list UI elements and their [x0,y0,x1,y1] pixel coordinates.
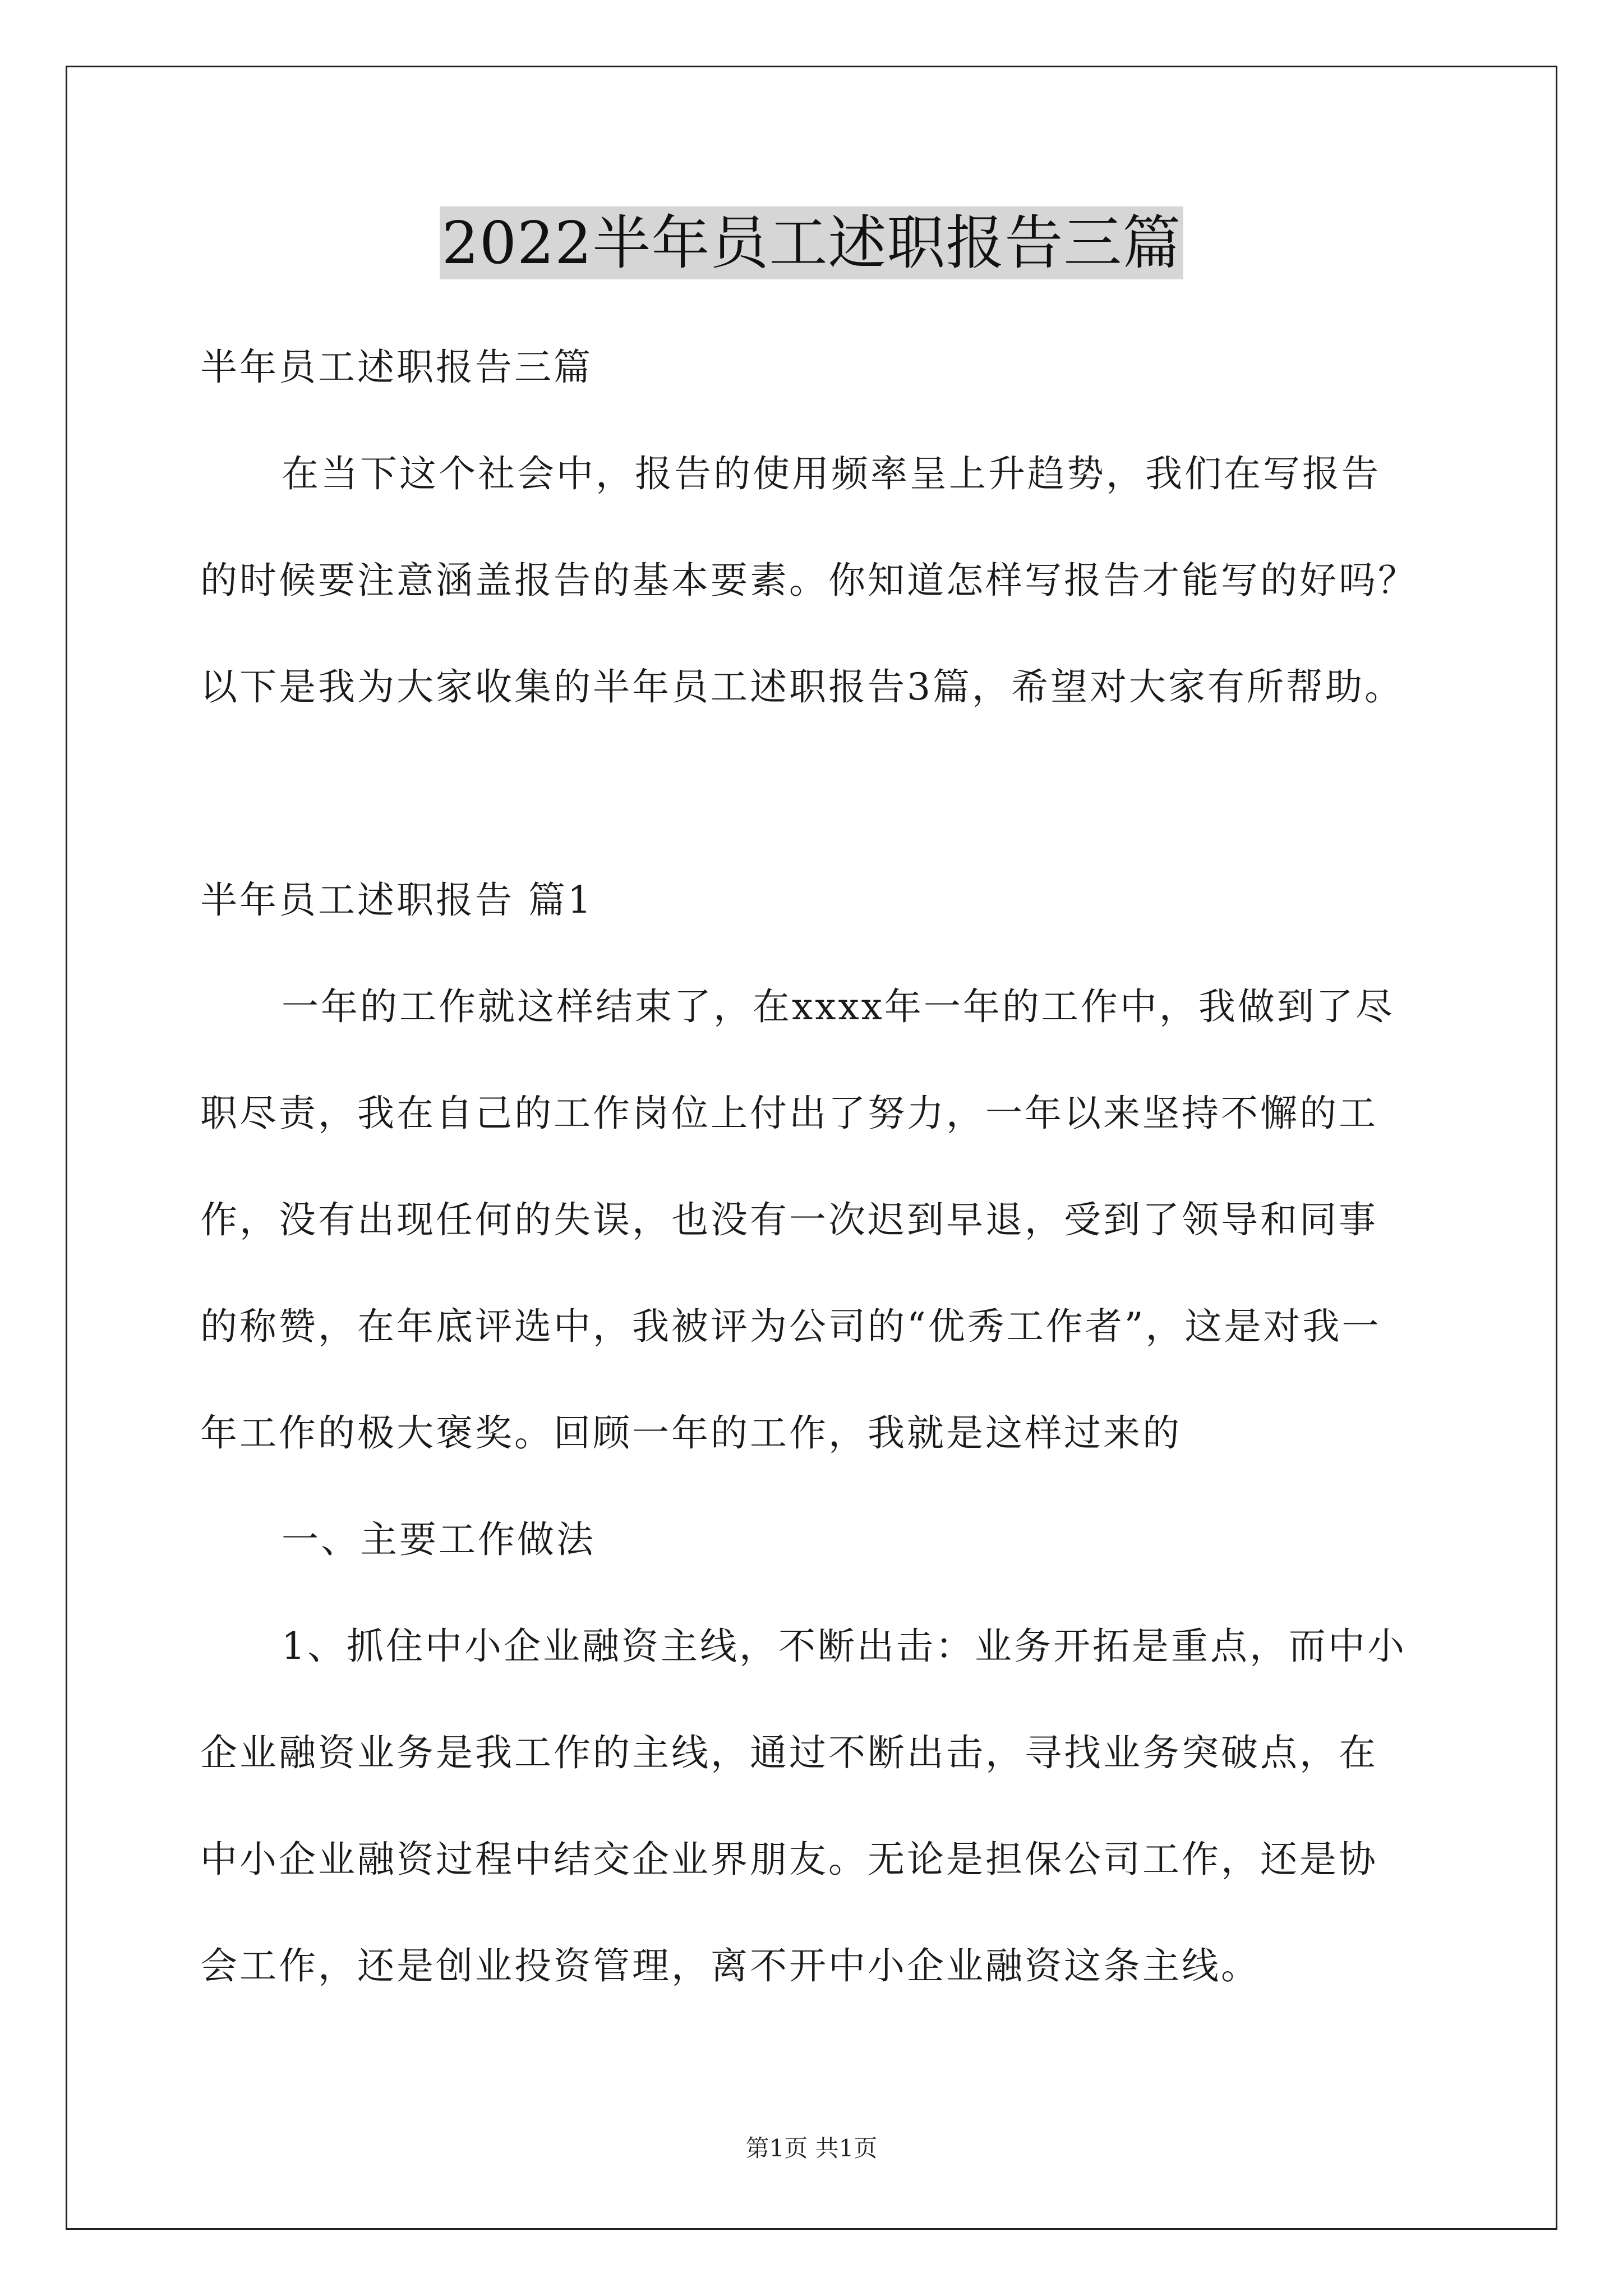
intro-line: 在当下这个社会中，报告的使用频率呈上升趋势，我们在写报告 [282,452,1381,495]
document-title: 2022半年员工述职报告三篇 [440,206,1184,279]
section-line: 的称赞，在年底评选中，我被评为公司的“优秀工作者”，这是对我一 [200,1305,1381,1348]
point-line: 企业融资业务是我工作的主线，通过不断出击，寻找业务突破点，在 [200,1731,1378,1774]
section-line: 一年的工作就这样结束了，在xxxx年一年的工作中，我做到了尽 [282,985,1395,1028]
document-body [200,314,1434,2019]
intro-line: 的时候要注意涵盖报告的基本要素。你知道怎样写报告才能写的好吗？ [200,559,1417,602]
intro-line: 以下是我为大家收集的半年员工述职报告3篇，希望对大家有所帮助。 [200,665,1404,708]
point-line: 中小企业融资过程中结交企业界朋友。无论是担保公司工作，还是协 [200,1838,1378,1881]
spacer [200,740,1434,847]
section-heading: 半年员工述职报告 篇1 [200,878,593,922]
section-line: 年工作的极大褒奖。回顾一年的工作，我就是这样过来的 [200,1411,1182,1455]
point-line: 1、抓住中小企业融资主线，不断出击：业务开拓是重点，而中小 [282,1625,1407,1668]
subheading: 一、主要工作做法 [282,1518,596,1561]
page-footer: 第1页 共1页 [745,2134,878,2162]
section-line: 职尽责，我在自己的工作岗位上付出了努力，一年以来坚持不懈的工 [200,1092,1378,1135]
section-line: 作，没有出现任何的失误，也没有一次迟到早退，受到了领导和同事 [200,1198,1378,1241]
point-line: 会工作，还是创业投资管理，离不开中小企业融资这条主线。 [200,1944,1260,1987]
title-area [0,206,1623,279]
subtitle: 半年员工述职报告三篇 [200,346,593,389]
